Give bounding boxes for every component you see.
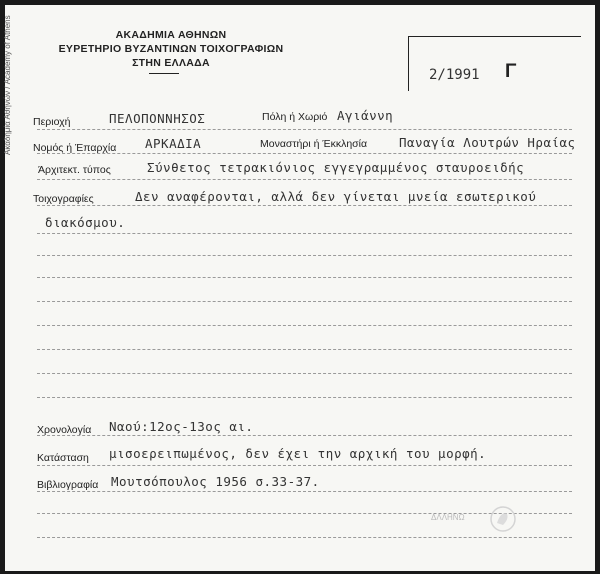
condition-value: μισοερειπωμένος, δεν έχει την αρχική του μορφή. (109, 446, 487, 461)
ruled-line (37, 255, 572, 256)
frescoes-value-1: Δεν αναφέρονται, αλλά δεν γίνεται μνεία εσωτερικού (135, 189, 537, 204)
ruled-line (37, 301, 572, 302)
chronology-label: Χρονολογία (37, 424, 92, 436)
frescoes-label: Τοιχογραφίες (33, 193, 94, 205)
ruled-line (37, 537, 572, 538)
watermark-text: ΔΛΛΗΝΩ (431, 513, 465, 522)
town-value: Αγιάννη (337, 108, 394, 123)
ruled-line (37, 153, 572, 154)
header-academy: ΑΚΑΔΗΜΙΑ ΑΘΗΝΩΝ (115, 29, 227, 41)
ruled-line (37, 277, 572, 278)
bibliography-value: Μουτσόπουλος 1956 σ.33-37. (111, 474, 320, 489)
chronology-value: Ναού:12ος-13ος αι. (109, 419, 254, 434)
frescoes-value-2: διακόσμου. (45, 215, 126, 230)
prefecture-label: Νομός ή Έπαρχία (33, 142, 117, 154)
ruled-line (37, 233, 572, 234)
region-label: Περιοχή (33, 116, 71, 128)
watermark-emblem-icon (489, 505, 517, 533)
monastery-value: Παναγία Λουτρών Ηραίας (399, 135, 576, 150)
ruled-line (37, 129, 572, 130)
arch-value: Σύνθετος τετρακιόνιος εγγεγραμμένος σταυροειδής (147, 160, 525, 175)
monastery-label: Μοναστήρι ή Έκκλησία (260, 138, 368, 150)
ruled-line (37, 205, 572, 206)
bibliography-label: Βιβλιογραφία (37, 479, 99, 491)
header-greece: ΣΤΗΝ ΕΛΛΑΔΑ (132, 57, 210, 69)
condition-label: Κατάσταση (37, 452, 89, 464)
ruled-line (37, 397, 572, 398)
ruled-line (37, 373, 572, 374)
header-index: ΕΥΡΕΤΗΡΙΟ ΒΥΖΑΝΤΙΝΩΝ ΤΟΙΧΟΓΡΑΦΙΩΝ (58, 43, 284, 55)
index-card (5, 5, 595, 571)
prefecture-value: ΑΡΚΑΔΙΑ (145, 136, 202, 151)
header-underline (149, 73, 179, 74)
ruled-line (37, 179, 572, 180)
town-label: Πόλη ή Χωριό (262, 111, 328, 123)
ruled-line (37, 465, 572, 466)
ruled-line (37, 435, 572, 436)
reference-number: 2/1991 (429, 67, 480, 83)
reference-letter: Γ (505, 61, 517, 82)
arch-label: Άρχιτεκτ. τύπος (38, 164, 111, 176)
ruled-line (37, 349, 572, 350)
region-value: ΠΕΛΟΠΟΝΝΗΣΟΣ (109, 111, 206, 126)
ruled-line (37, 325, 572, 326)
side-credit: Ακαδημία Αθηνών / Academy of Athens (3, 15, 12, 155)
ruled-line (37, 491, 572, 492)
